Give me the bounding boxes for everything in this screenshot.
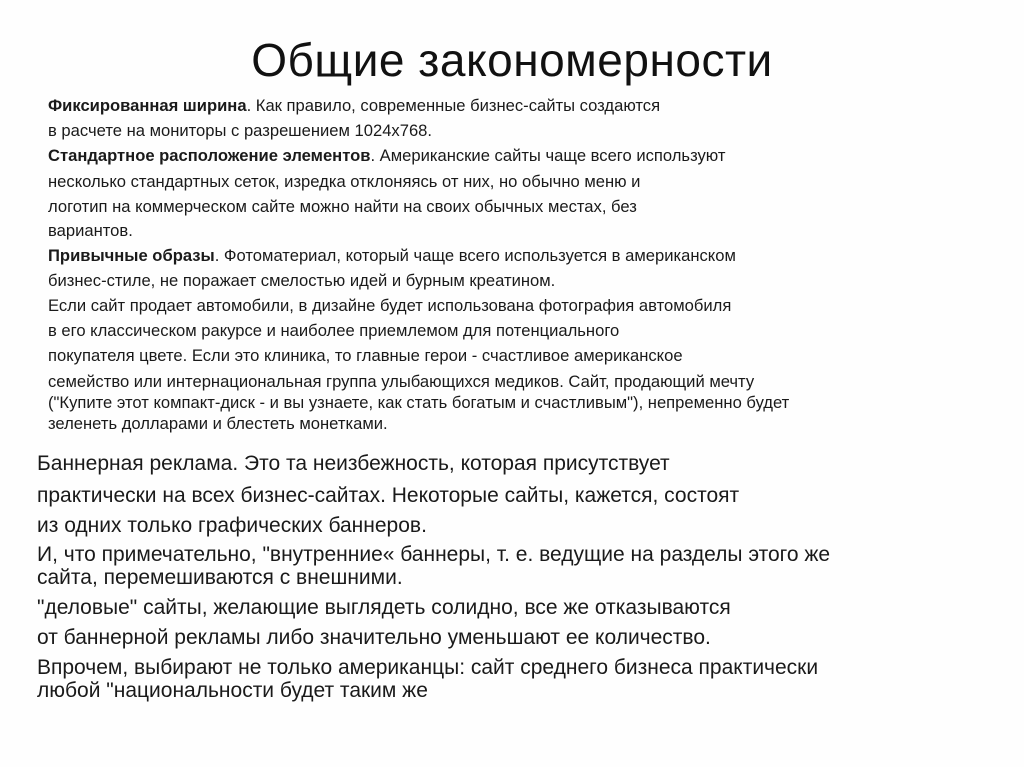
- text-span: Если сайт продает автомобили, в дизайне будет использована фотография автомобиля: [48, 296, 732, 315]
- text-span: . Как правило, современные бизнес-сайты создаются: [246, 96, 661, 115]
- text-span: семейство или интернациональная группа улыбающихся медиков. Сайт, продающий мечту: [48, 372, 755, 391]
- text-line: [48, 96, 948, 116]
- text-span: логотип на коммерческом сайте можно найти на своих обычных местах, без: [48, 197, 637, 216]
- text-line: [48, 221, 948, 241]
- text-line: [48, 271, 948, 291]
- term-bold: Привычные образы: [48, 246, 215, 265]
- text-line: [48, 246, 948, 266]
- text-span: в его классическом ракурсе и наиболее приемлемом для потенциального: [48, 321, 620, 340]
- text-line: практически на всех бизнес-сайтах. Некоторые сайты, кажется, состоят: [37, 484, 740, 507]
- text-line: [48, 393, 948, 413]
- text-line: [48, 296, 948, 316]
- text-span: вариантов.: [48, 221, 133, 240]
- text-span: зеленеть долларами и блестеть монетками.: [48, 414, 388, 433]
- text-line: [48, 414, 948, 434]
- term-bold: Фиксированная ширина: [48, 96, 247, 115]
- text-span: . Американские сайты чаще всего используют: [370, 146, 726, 165]
- text-line: [48, 121, 948, 141]
- text-line: [48, 346, 948, 366]
- text-line: [48, 197, 948, 217]
- text-span: в расчете на мониторы с разрешением 1024x768.: [48, 121, 433, 140]
- text-line: [48, 146, 948, 166]
- text-span: несколько стандартных сеток, изредка отклоняясь от них, но обычно меню и: [48, 172, 641, 191]
- text-line: [48, 372, 948, 392]
- text-span: ("Купите этот компакт-диск - и вы узнаете, как стать богатым и счастливым"), непременно будет: [48, 393, 790, 412]
- slide-title: Общие закономерности: [251, 34, 773, 86]
- text-line: из одних только графических баннеров.: [37, 514, 427, 537]
- text-line: Впрочем, выбирают не только американцы: сайт среднего бизнеса практически: [37, 656, 819, 679]
- term-bold: Стандартное расположение элементов: [48, 146, 371, 165]
- text-line: [48, 321, 948, 341]
- text-line: Баннерная реклама. Это та неизбежность, которая присутствует: [37, 452, 670, 475]
- text-span: покупателя цвете. Если это клиника, то главные герои - счастливое американское: [48, 346, 683, 365]
- text-line: [48, 172, 948, 192]
- text-line: от баннерной рекламы либо значительно уменьшают ее количество.: [37, 626, 711, 649]
- text-line: сайта, перемешиваются с внешними.: [37, 566, 403, 589]
- text-line: И, что примечательно, "внутренние« баннеры, т. е. ведущие на разделы этого же: [37, 543, 831, 566]
- text-line: "деловые" сайты, желающие выглядеть солидно, все же отказываются: [37, 596, 731, 619]
- text-span: . Фотоматериал, который чаще всего используется в американском: [214, 246, 736, 265]
- text-span: бизнес-стиле, не поражает смелостью идей и бурным креатином.: [48, 271, 556, 290]
- text-line: любой "национальности будет таким же: [37, 679, 428, 702]
